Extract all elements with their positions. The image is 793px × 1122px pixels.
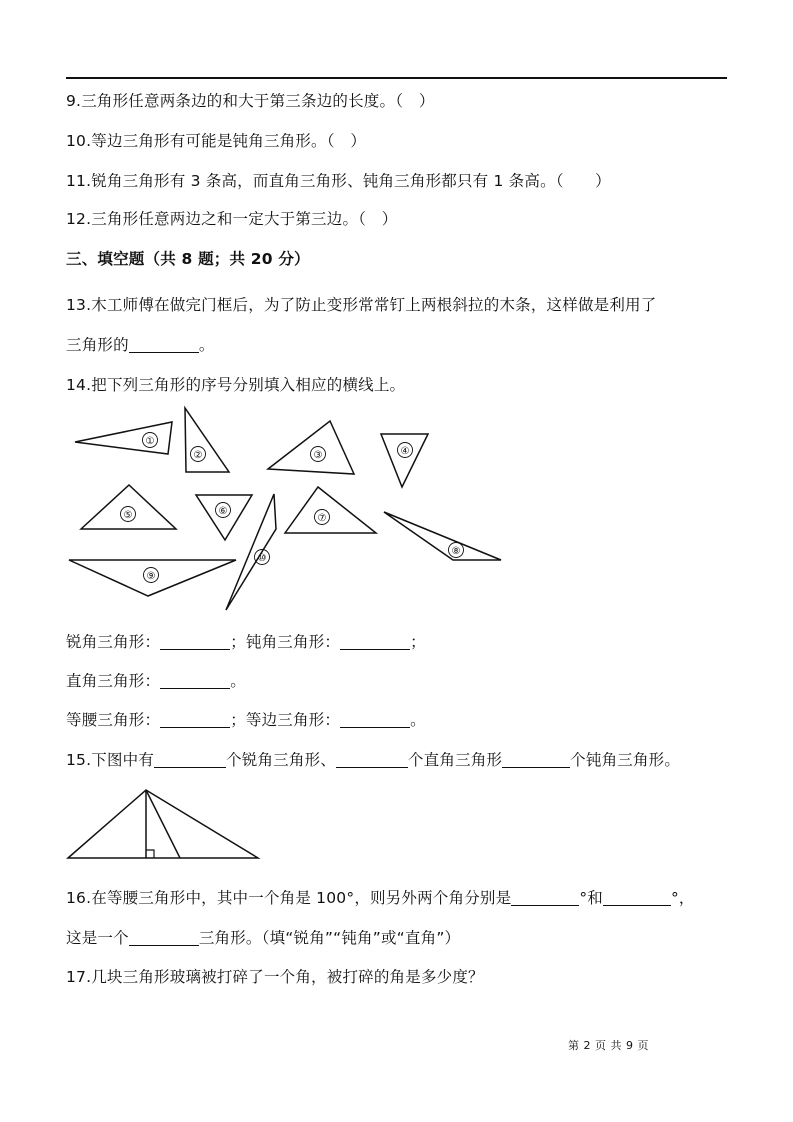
triangle-label-9: ⑨ (146, 571, 156, 582)
q15-text-d: 个钝角三角形。 (570, 751, 681, 769)
question-12: 12.三角形任意两边之和一定大于第三边。（ ） (66, 210, 398, 228)
question-15 (66, 748, 680, 770)
q16-line2-text-b: 三角形。（填“锐角”“钝角”或“直角”） (198, 929, 461, 947)
q15-right-angle-mark (146, 850, 154, 858)
triangle-label-8: ⑧ (451, 546, 461, 557)
q16-text-b: °和 (579, 889, 603, 907)
q14-isosceles-label: 等腰三角形： (66, 711, 161, 729)
triangle-label-10: ⑩ (257, 553, 267, 564)
q14-obtuse-label: ；钝角三角形： (230, 633, 341, 651)
triangle-label-4: ④ (400, 446, 410, 457)
triangle-label-2: ② (193, 450, 203, 461)
page-footer: 第 2 页 共 9 页 (568, 1039, 649, 1052)
q14-obtuse-blank[interactable] (340, 633, 410, 650)
q14-isosceles-blank[interactable] (160, 711, 230, 728)
q14-equilateral-blank[interactable] (340, 711, 410, 728)
q14-acute-obtuse-line (66, 630, 426, 652)
q15-text-a: 15.下图中有 (66, 751, 155, 769)
triangle-2 (185, 408, 229, 472)
question-17: 17.几块三角形玻璃被打碎了一个角，被打碎的角是多少度？ (66, 968, 484, 986)
question-14: 14.把下列三角形的序号分别填入相应的横线上。 (66, 376, 406, 394)
q14-isosceles-equilateral-line (66, 708, 426, 730)
q16-text-a: 16.在等腰三角形中，其中一个角是 100°，则另外两个角分别是 (66, 889, 512, 907)
question-11: 11.锐角三角形有 3 条高，而直角三角形、钝角三角形都只有 1 条高。（ ） (66, 172, 611, 190)
triangle-label-7: ⑦ (317, 513, 327, 524)
q14-acute-blank[interactable] (160, 633, 230, 650)
q16-text-c: °， (670, 889, 695, 907)
triangle-4 (381, 434, 428, 487)
triangle-8 (384, 512, 501, 560)
q14-end3: 。 (410, 711, 426, 729)
question-16-line1 (66, 886, 695, 908)
triangle-label-5: ⑤ (123, 510, 133, 521)
q14-right-label: 直角三角形： (66, 672, 161, 690)
triangle-7 (285, 487, 376, 533)
triangle-label-1: ① (145, 436, 155, 447)
triangle-3 (268, 421, 354, 474)
triangle-5 (81, 485, 176, 529)
q15-text-c: 个直角三角形 (407, 751, 503, 769)
q16-line2-text-a: 这是一个 (66, 929, 129, 947)
question-10: 10.等边三角形有可能是钝角三角形。（ ） (66, 132, 367, 150)
q15-acute-blank[interactable] (154, 751, 226, 768)
q15-text-b: 个锐角三角形、 (226, 751, 336, 769)
q13-text-b: 。 (198, 336, 215, 354)
triangle-label-3: ③ (313, 450, 323, 461)
question-9: 9.三角形任意两条边的和大于第三条边的长度。（ ） (66, 92, 435, 110)
q14-equilateral-label: ；等边三角形： (230, 711, 341, 729)
triangle-10 (226, 494, 276, 610)
question-16-line2 (66, 926, 460, 948)
q15-right-blank[interactable] (336, 751, 408, 768)
q14-right-blank[interactable] (160, 672, 230, 689)
q16-angle2-blank[interactable] (603, 889, 671, 906)
q14-acute-label: 锐角三角形： (66, 633, 161, 651)
triangle-label-6: ⑥ (218, 506, 228, 517)
question-13-line1: 13.木工师傅在做完门框后，为了防止变形常常钉上两根斜拉的木条，这样做是利用了 (66, 296, 657, 314)
q15-obtuse-blank[interactable] (502, 751, 570, 768)
q14-end1: ； (410, 633, 426, 651)
q16-type-blank[interactable] (129, 929, 199, 946)
q13-text-a: 三角形的 (66, 336, 129, 354)
q14-right-line (66, 669, 246, 691)
q14-end2: 。 (230, 672, 246, 690)
q16-angle1-blank[interactable] (511, 889, 579, 906)
section-3-heading: 三、填空题（共 8 题；共 20 分） (66, 250, 310, 268)
